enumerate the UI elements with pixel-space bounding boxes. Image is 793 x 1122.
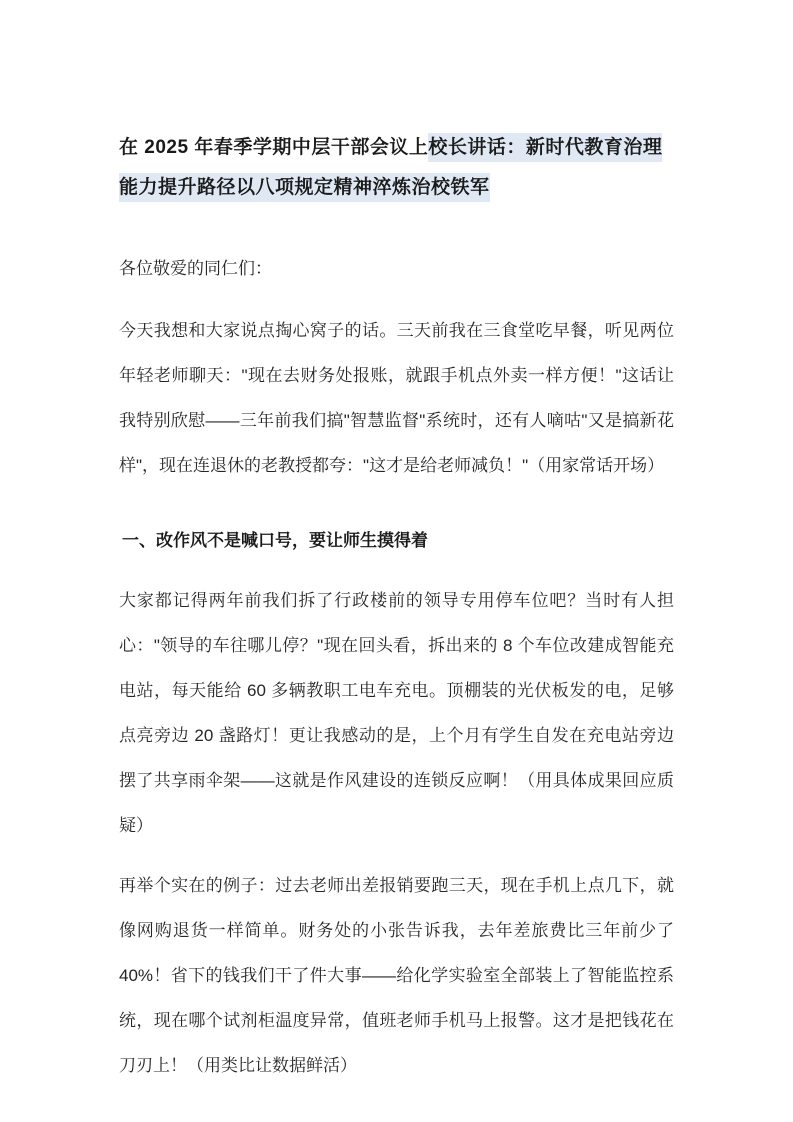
section-1-paragraph-2: 再举个实在的例子：过去老师出差报销要跑三天，现在手机上点几下，就像网购退货一样简单。财务处的小张告诉我，去年差旅费比三年前少了 40%！省下的钱我们干了件大事——给化学实验室全部装上了智能监控系统，现在哪个试剂柜温度异常，值班老师手机马上报警。这才是把钱花在刀刃上！（用类比让数据鲜活） [119, 876, 674, 1075]
title-highlighted-text: 校长讲话：新时代教育治理能力提升路径以八项规定精神淬炼治校铁军 [119, 133, 662, 202]
document-title [119, 128, 674, 208]
intro-paragraph: 今天我想和大家说点掏心窝子的话。三天前我在三食堂吃早餐，听见两位年轻老师聊天："现在去财务处报账，就跟手机点外卖一样方便！"这话让我特别欣慰——三年前我们搞"智慧监督"系统时，还有人嘀咕"又是搞新花样"，现在连退休的老教授都夸："这才是给老师减负！"（用家常话开场） [119, 321, 674, 475]
section-1-paragraph-1: 大家都记得两年前我们拆了行政楼前的领导专用停车位吧？当时有人担心："领导的车往哪儿停？"现在回头看，拆出来的 8 个车位改建成智能充电站，每天能给 60 多辆教职工电车充电。顶棚装的光伏板发的电，足够点亮旁边 20 盏路灯！更让我感动的是，上个月有学生自发在充电站旁边摆了共享雨伞架——这就是作风建设的连锁反应啊！（用具体成果回应质疑） [119, 591, 674, 835]
title-plain-text: 在 2025 年春季学期中层干部会议上 [119, 137, 429, 158]
section-1-heading: 一、改作风不是喊口号，要让师生摸得着 [122, 531, 428, 550]
salutation-line: 各位敬爱的同仁们： [119, 259, 272, 278]
